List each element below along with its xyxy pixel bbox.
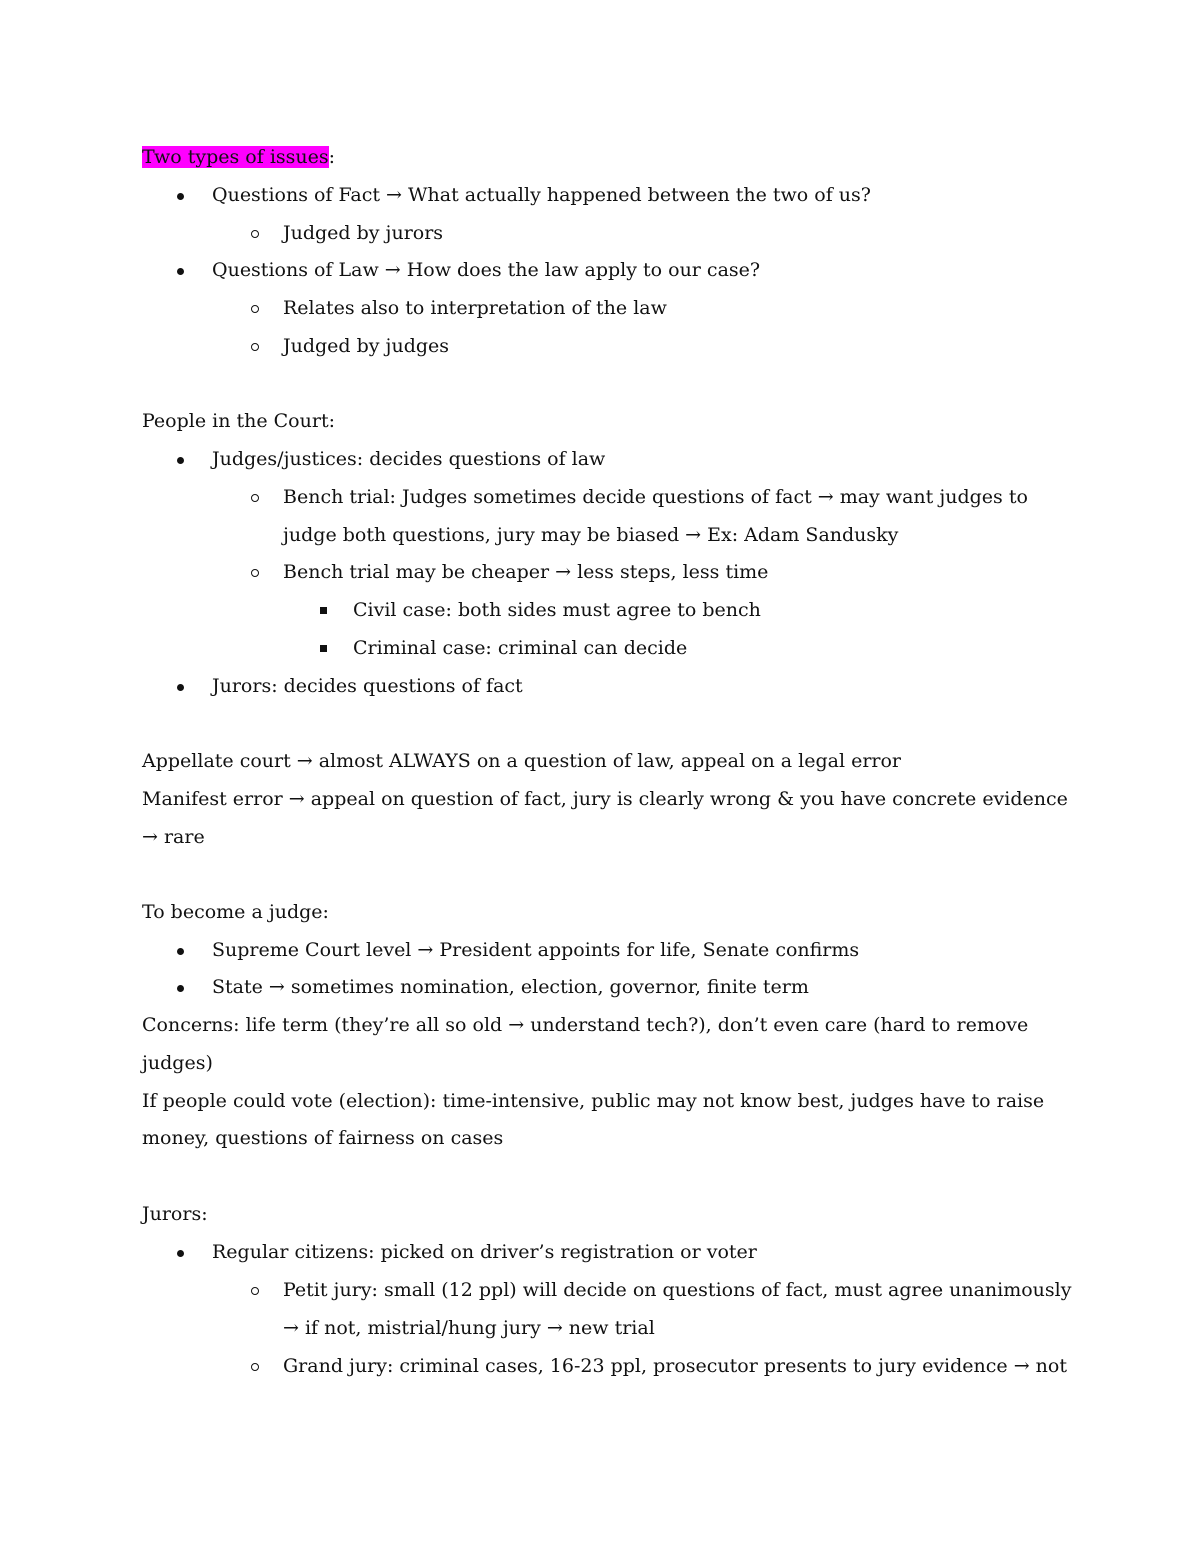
list-item: Petit jury: small (12 ppl) will decide on questions of fact, must agree unanimously — [283, 1279, 1072, 1301]
list-item: Questions of Law → How does the law apply to our case? — [212, 259, 761, 281]
bullet-dot-icon — [177, 193, 184, 200]
bullet-square-icon — [320, 607, 327, 614]
bullet-circle-icon — [251, 305, 259, 313]
bullet-dot-icon — [177, 948, 184, 955]
section-heading-jurors: Jurors: — [142, 1203, 208, 1225]
bullet-dot-icon — [177, 985, 184, 992]
paragraph-manifest-error: Manifest error → appeal on question of fact, jury is clearly wrong & you have concrete evidence — [142, 788, 1068, 810]
paragraph-concerns: Concerns: life term (they’re all so old → understand tech?), don’t even care (hard to remove — [142, 1014, 1029, 1036]
bullet-square-icon — [320, 645, 327, 652]
list-item: Grand jury: criminal cases, 16-23 ppl, prosecutor presents to jury evidence → not — [283, 1355, 1067, 1377]
bullet-circle-icon — [251, 569, 259, 577]
highlighted-heading-text: Two types of issues — [142, 146, 329, 168]
paragraph-continuation: money, questions of fairness on cases — [142, 1127, 504, 1149]
list-item: Civil case: both sides must agree to bench — [353, 599, 761, 621]
list-item: Regular citizens: picked on driver’s registration or voter — [212, 1241, 757, 1263]
bullet-circle-icon — [251, 1363, 259, 1371]
list-item-continuation: judge both questions, jury may be biased → Ex: Adam Sandusky — [283, 524, 899, 546]
paragraph-appellate: Appellate court → almost ALWAYS on a question of law, appeal on a legal error — [142, 750, 902, 772]
bullet-dot-icon — [177, 1250, 184, 1257]
bullet-dot-icon — [177, 268, 184, 275]
list-item-continuation: → if not, mistrial/hung jury → new trial — [283, 1317, 655, 1339]
list-item: Judged by judges — [283, 335, 450, 357]
paragraph-continuation: → rare — [142, 826, 205, 848]
bullet-circle-icon — [251, 1287, 259, 1295]
section-heading-become-judge: To become a judge: — [142, 901, 329, 923]
paragraph-continuation: judges) — [142, 1052, 213, 1074]
list-item: Jurors: decides questions of fact — [212, 675, 523, 697]
list-item: Relates also to interpretation of the law — [283, 297, 667, 319]
list-item: Criminal case: criminal can decide — [353, 637, 688, 659]
section-heading-issues: Two types of issues: — [142, 146, 336, 168]
bullet-circle-icon — [251, 230, 259, 238]
bullet-circle-icon — [251, 343, 259, 351]
list-item: Bench trial may be cheaper → less steps, less time — [283, 561, 769, 583]
list-item: State → sometimes nomination, election, governor, finite term — [212, 976, 809, 998]
list-item: Questions of Fact → What actually happened between the two of us? — [212, 184, 871, 206]
bullet-circle-icon — [251, 494, 259, 502]
bullet-dot-icon — [177, 457, 184, 464]
list-item: Judges/justices: decides questions of law — [212, 448, 606, 470]
bullet-dot-icon — [177, 684, 184, 691]
section-heading-people: People in the Court: — [142, 410, 335, 432]
list-item: Bench trial: Judges sometimes decide questions of fact → may want judges to — [283, 486, 1028, 508]
list-item: Supreme Court level → President appoints for life, Senate confirms — [212, 939, 860, 961]
list-item: Judged by jurors — [283, 222, 444, 244]
paragraph-election: If people could vote (election): time-intensive, public may not know best, judges have to raise — [142, 1090, 1045, 1112]
